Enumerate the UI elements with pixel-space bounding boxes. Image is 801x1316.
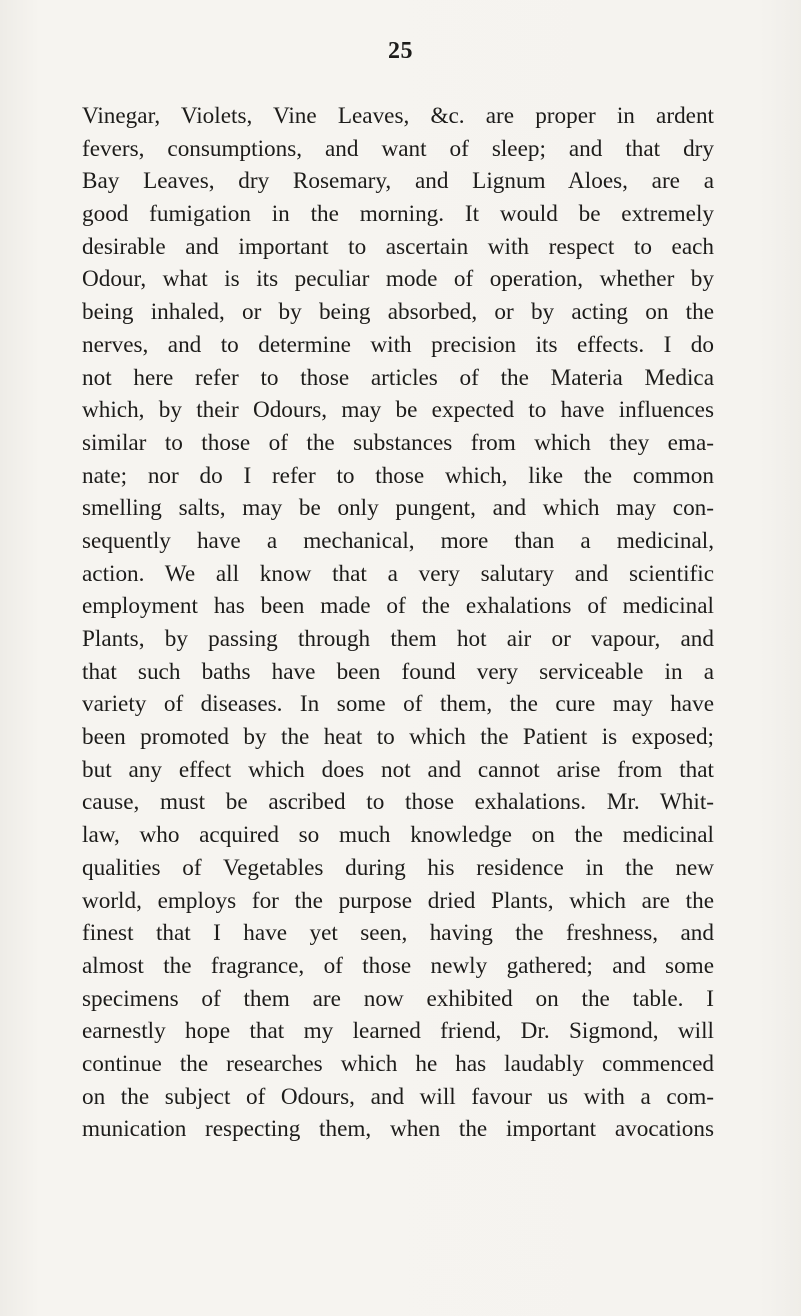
text-line: world, employs for the purpose dried Plants, which are the (82, 887, 714, 914)
text-line: Odour, what is its peculiar mode of operation, whether by (82, 266, 714, 293)
text-line: qualities of Vegetables during his residence in the new (82, 854, 714, 881)
text-line: not here refer to those articles of the Materia Medica (82, 364, 714, 391)
text-line: Bay Leaves, dry Rosemary, and Lignum Aloes, are a (82, 168, 714, 195)
text-line: good fumigation in the morning. It would be extremely (82, 201, 714, 228)
text-line: employment has been made of the exhalations of medicinal (82, 593, 714, 620)
text-line: Plants, by passing through them hot air or vapour, and (82, 626, 714, 652)
text-line: but any effect which does not and cannot arise from that (82, 756, 714, 783)
text-line: almost the fragrance, of those newly gathered; and some (82, 952, 714, 979)
text-line: fevers, consumptions, and want of sleep; and that dry (82, 135, 714, 162)
text-line: nerves, and to determine with precision its effects. I do (82, 331, 714, 358)
text-line: desirable and important to ascertain with respect to each (82, 233, 714, 260)
text-line: been promoted by the heat to which the Patient is exposed; (82, 724, 714, 751)
text-line: munication respecting them, when the important avocations (82, 1116, 714, 1143)
text-line: finest that I have yet seen, having the freshness, and (82, 920, 714, 947)
text-line: which, by their Odours, may be expected to have influences (82, 397, 714, 424)
text-line: sequently have a mechanical, more than a medicinal, (82, 527, 714, 554)
text-line: being inhaled, or by being absorbed, or by acting on the (82, 299, 714, 326)
text-line: earnestly hope that my learned friend, Dr. Sigmond, will (82, 1018, 714, 1045)
text-line: cause, must be ascribed to those exhalations. Mr. Whit- (82, 789, 714, 816)
text-line: action. We all know that a very salutary and scientific (82, 560, 714, 587)
text-line: Vinegar, Violets, Vine Leaves, &c. are proper in ardent (82, 103, 714, 129)
text-line: variety of diseases. In some of them, the cure may have (82, 691, 714, 718)
text-line: nate; nor do I refer to those which, like the common (82, 462, 714, 489)
text-line: continue the researches which he has laudably commenced (82, 1050, 714, 1077)
text-line: on the subject of Odours, and will favour us with a com- (82, 1083, 714, 1110)
text-line: similar to those of the substances from which they ema- (82, 429, 714, 456)
text-line: specimens of them are now exhibited on the table. I (82, 985, 714, 1012)
page-number: 25 (388, 38, 413, 64)
text-line: smelling salts, may be only pungent, and which may con- (82, 495, 714, 522)
text-line: law, who acquired so much knowledge on the medicinal (82, 822, 714, 849)
text-line: that such baths have been found very serviceable in a (82, 658, 714, 685)
body-text (82, 100, 714, 1146)
